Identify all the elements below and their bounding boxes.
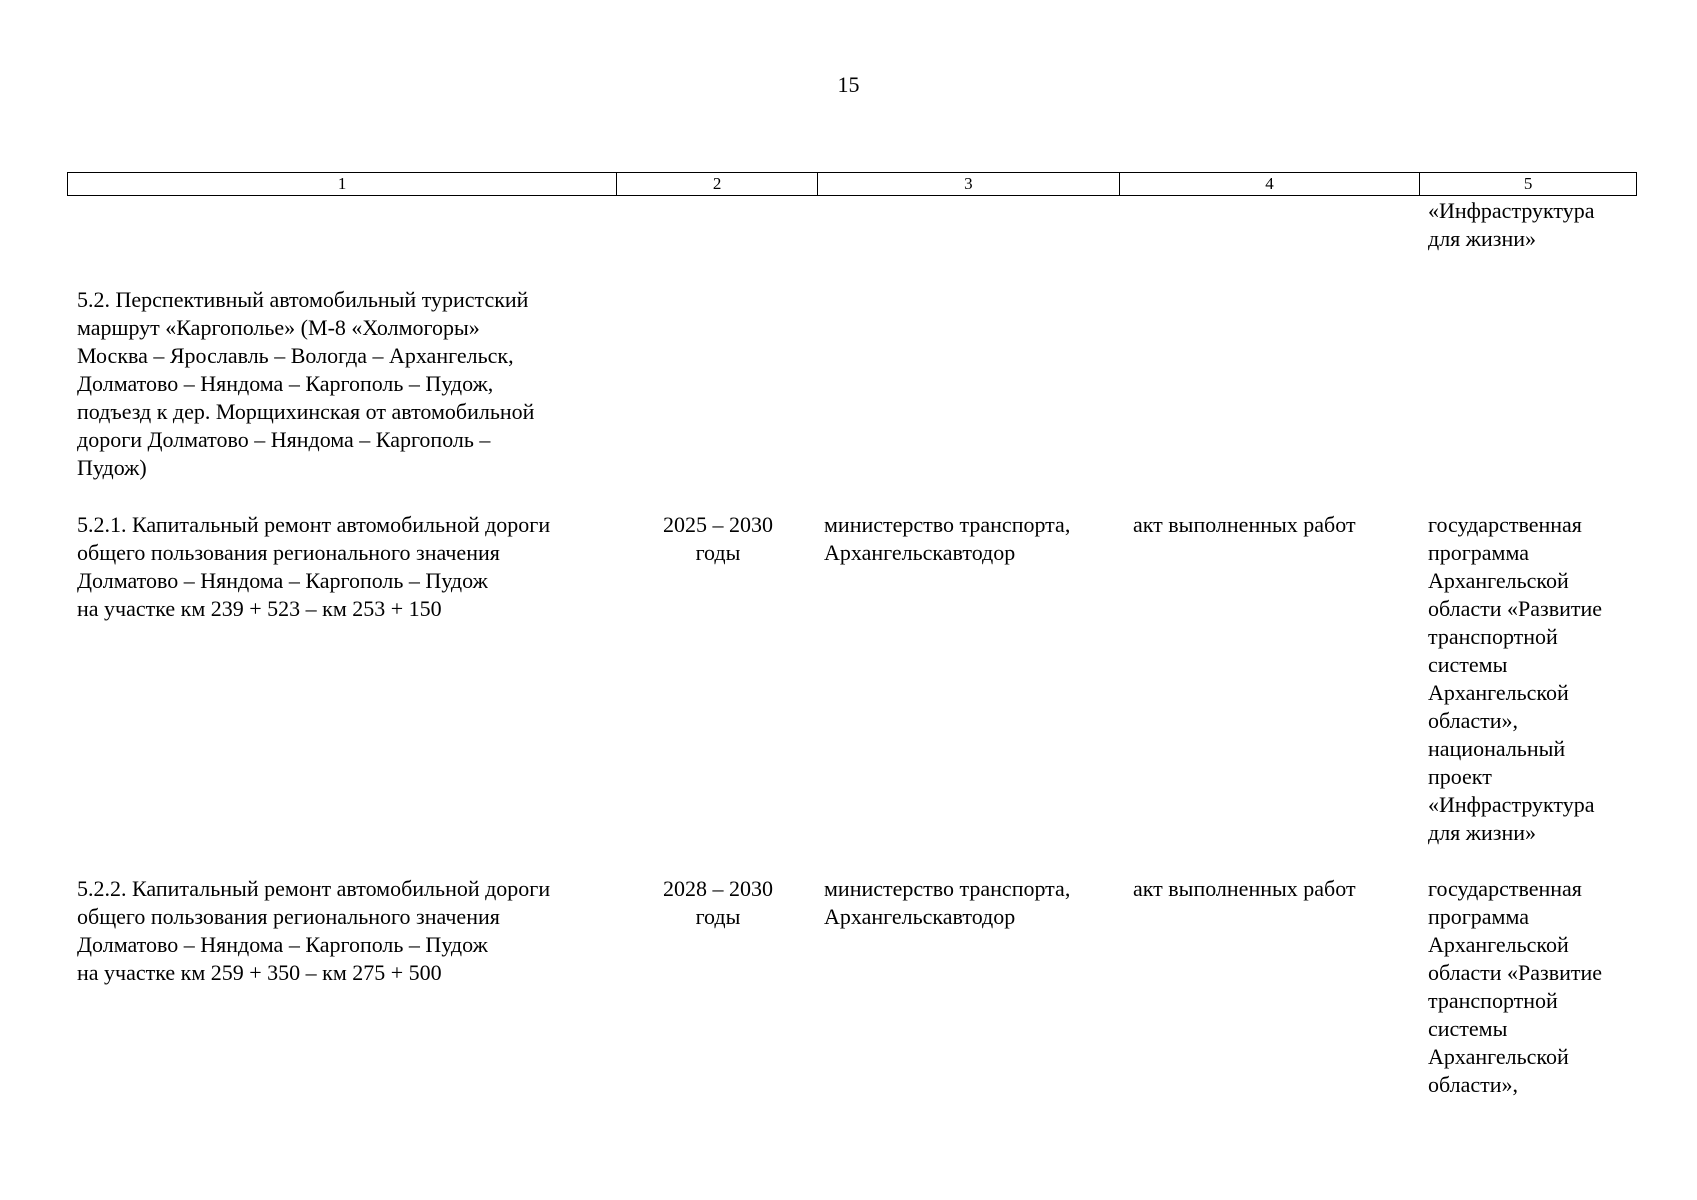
table-header-row xyxy=(67,172,1637,196)
row-item-result: акт выполненных работ xyxy=(1133,512,1356,537)
row-item-period: 2025 – 2030 годы xyxy=(663,512,773,565)
row-item-funding-source: государственная программа Архангельской области «Развитие транспортной системы Архангельской области», xyxy=(1428,876,1603,1097)
row-item-executor: министерство транспорта, Архангельскавтодор xyxy=(824,876,1071,929)
column-number-3: 3 xyxy=(818,173,1120,195)
column-number-2: 2 xyxy=(617,173,818,195)
row-item-name: 5.2.1. Капитальный ремонт автомобильной дороги общего пользования регионального значения Долматово – Няндома – Каргополь – Пудож на участке км 239 + 523 – км 253 + 150 xyxy=(77,512,551,621)
row-item-funding-source: государственная программа Архангельской области «Развитие транспортной системы Архангельской области», национальный проект «Инфраструктура для жизни» xyxy=(1428,512,1603,845)
column-number-5: 5 xyxy=(1523,174,1533,193)
row-item-period: 2028 – 2030 годы xyxy=(663,876,773,929)
row-item-result: акт выполненных работ xyxy=(1133,876,1356,901)
page-number: 15 xyxy=(837,72,860,97)
row-item-name: 5.2.2. Капитальный ремонт автомобильной дороги общего пользования регионального значения Долматово – Няндома – Каргополь – Пудож на участке км 259 + 350 – км 275 + 500 xyxy=(77,876,551,985)
column-number-4: 4 xyxy=(1120,173,1421,195)
continued-funding-source: «Инфраструктура для жизни» xyxy=(1428,198,1595,251)
column-number-1: 1 xyxy=(68,173,617,195)
row-item-executor: министерство транспорта, Архангельскавтодор xyxy=(824,512,1071,565)
section-title: 5.2. Перспективный автомобильный туристский маршрут «Каргополье» (М-8 «Холмогоры» Москва – Ярославль – Вологда – Архангельск, Долматово – Няндома – Каргополь – Пудож, подъезд к дер. Морщихинская от автомобильной дороги Долматово – Няндома – Каргополь – Пудож) xyxy=(77,287,535,480)
